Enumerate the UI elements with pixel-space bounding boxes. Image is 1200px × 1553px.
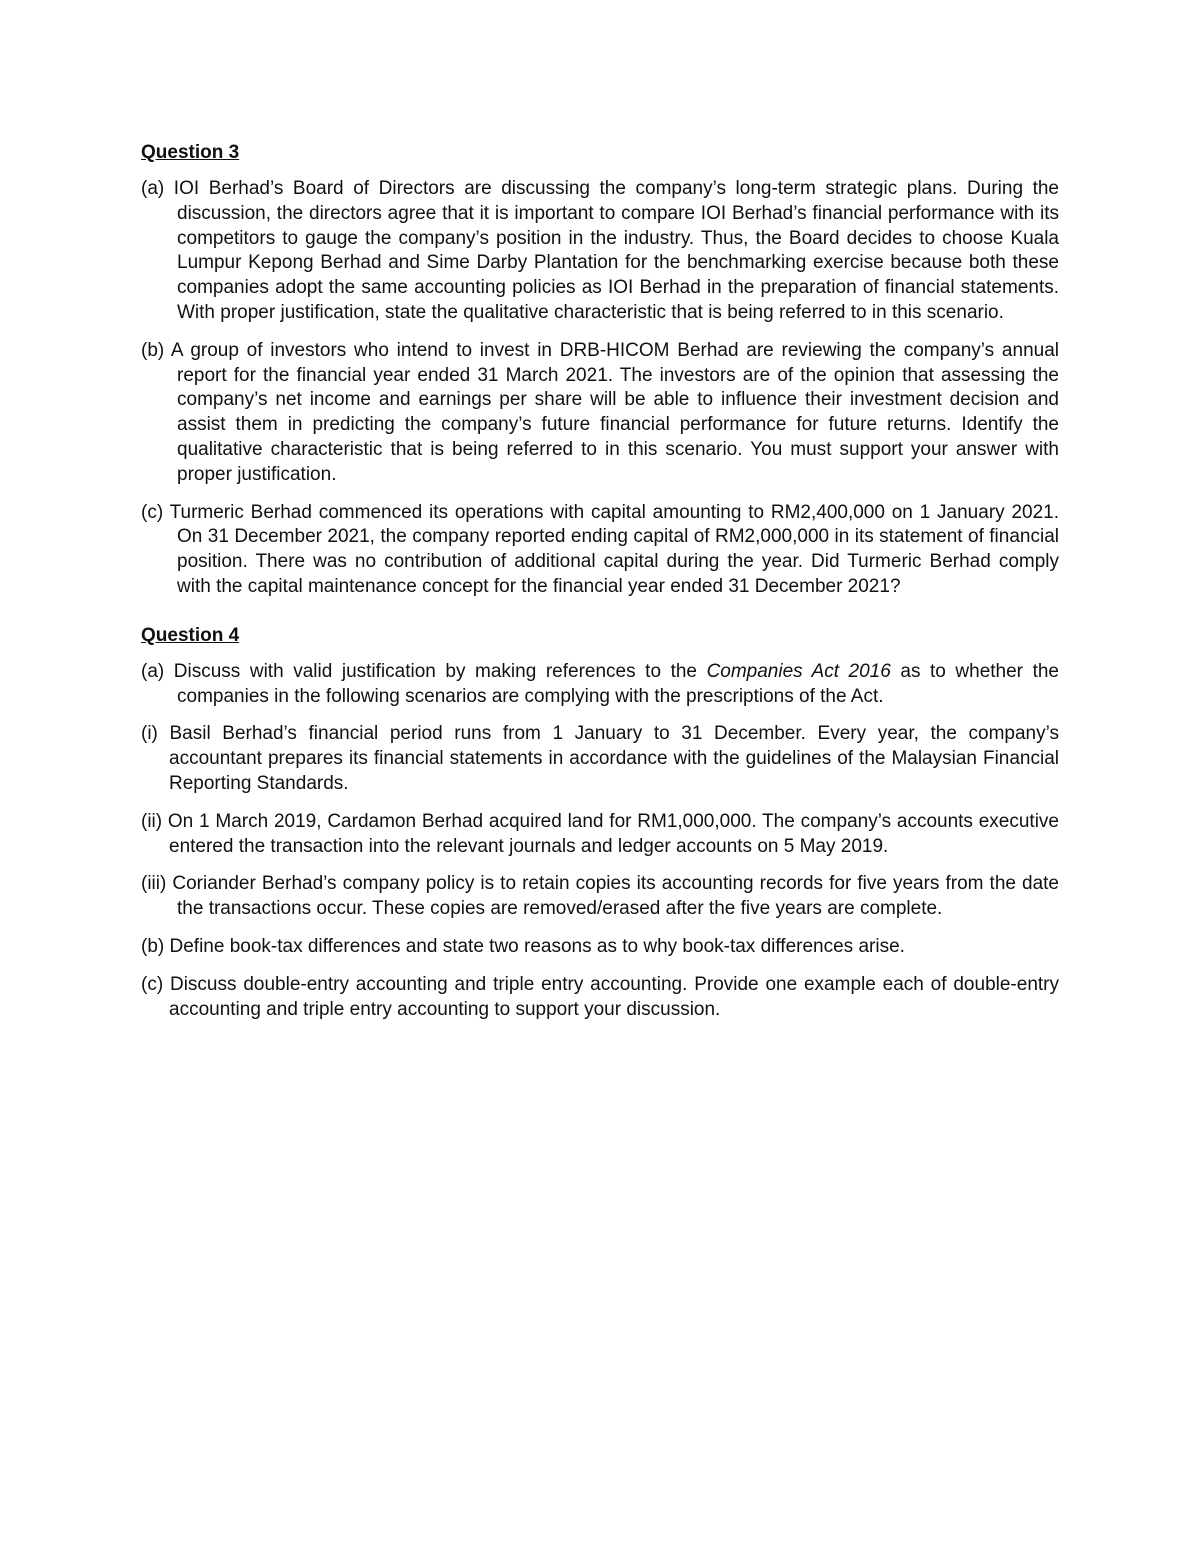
question-4-part-a: [141, 660, 1059, 710]
question-4-part-b: (b) Define book-tax differences and state two reasons as to why book-tax differences arise.: [141, 935, 905, 957]
question-3-part-a: (a) IOI Berhad’s Board of Directors are discussing the company’s long-term strategic plans. During the discussion, the directors agree that it is important to compare IOI Berhad’s financial performance with its competitors to gauge the company’s position in the industry. Thus, the Board decides to choose Kuala Lumpur Kepong Berhad and Sime Darby Plantation for the benchmarking exercise because both these companies adopt the same accounting policies as IOI Berhad in the preparation of financial statements. With proper justification, state the qualitative characteristic that is being referred to in this scenario.: [141, 178, 1059, 323]
question-4-part-c: (c) Discuss double-entry accounting and triple entry accounting. Provide one example each of double-entry accounting and triple entry accounting to support your discussion.: [141, 973, 1059, 1020]
question-3-part-c: (c) Turmeric Berhad commenced its operations with capital amounting to RM2,400,000 on 1 January 2021. On 31 December 2021, the company reported ending capital of RM2,000,000 in its statement of financial position. There was no contribution of additional capital during the year. Did Turmeric Berhad comply with the capital maintenance concept for the financial year ended 31 December 2021?: [141, 501, 1059, 597]
question-4-scenario-ii: (ii) On 1 March 2019, Cardamon Berhad acquired land for RM1,000,000. The company’s accounts executive entered the transaction into the relevant journals and ledger accounts on 5 May 2019.: [141, 810, 1059, 857]
companies-act-reference: Companies Act 2016: [706, 660, 891, 682]
question-3-heading: Question 3: [141, 142, 240, 163]
question-4-scenario-iii: (iii) Coriander Berhad’s company policy is to retain copies its accounting records for five years from the date the transactions occur. These copies are removed/erased after the five years are complete.: [141, 873, 1059, 920]
question-3-part-b: (b) A group of investors who intend to invest in DRB-HICOM Berhad are reviewing the company’s annual report for the financial year ended 31 March 2021. The investors are of the opinion that assessing the company’s net income and earnings per share will be able to influence their investment decision and assist them in predicting the company’s future financial performance for future returns. Identify the qualitative characteristic that is being referred to in this scenario. You must support your answer with proper justification.: [141, 339, 1059, 485]
question-4-part-a-text-end: as to whether the companies in the following scenarios are complying with the prescriptions of the Act.: [177, 660, 1059, 707]
question-4-scenario-i: (i) Basil Berhad’s financial period runs from 1 January to 31 December. Every year, the company’s accountant prepares its financial statements in accordance with the guidelines of the Malaysian Financial Reporting Standards.: [141, 723, 1059, 794]
document-page: [141, 140, 1059, 1035]
question-4-part-a-text-start: (a) Discuss with valid justification by making references to the: [141, 660, 707, 682]
question-4-heading: Question 4: [141, 624, 240, 646]
